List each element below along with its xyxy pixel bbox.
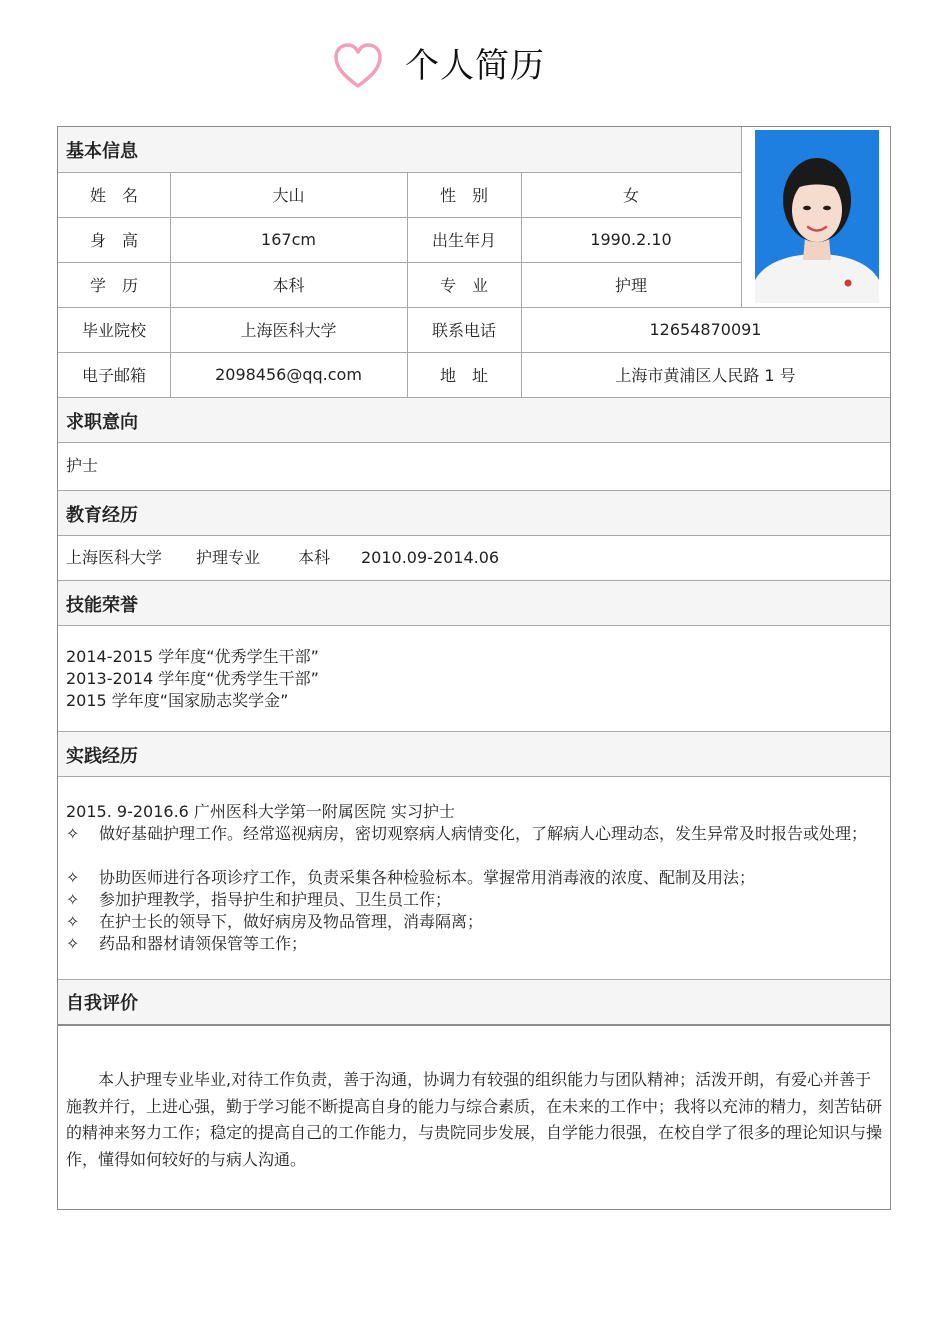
sparkle-icon: ✧ (66, 824, 80, 843)
value-birth: 1990.2.10 (590, 230, 672, 249)
value-gender: 女 (622, 186, 639, 205)
sparkle-icon: ✧ (66, 934, 80, 953)
value-major: 护理 (614, 276, 647, 295)
label-email: 电子邮箱 (81, 366, 146, 385)
practice-header: 2015. 9-2016.6 广州医科大学第一附属医院 实习护士 (66, 802, 456, 821)
skill-item: 2014-2015 学年度“优秀学生干部” (66, 647, 319, 666)
practice-item-text: 做好基础护理工作。经常巡视病房，密切观察病人病情变化，了解病人心理动态，发生异常及时报告或处理； (99, 824, 868, 843)
sparkle-icon: ✧ (66, 868, 80, 887)
value-height: 167cm (261, 230, 316, 249)
value-phone: 12654870091 (649, 320, 762, 339)
education-major: 护理专业 (196, 548, 261, 567)
value-address: 上海市黄浦区人民路 1 号 (615, 366, 796, 385)
practice-item-text: 在护士长的领导下，做好病房及物品管理，消毒隔离； (99, 912, 484, 931)
value-school: 上海医科大学 (240, 321, 337, 340)
section-skills: 技能荣誉 (58, 581, 890, 626)
sparkle-icon: ✧ (66, 890, 80, 909)
grid-line (58, 535, 890, 536)
label-gender: 性 别 (439, 186, 488, 205)
grid-line (58, 776, 890, 777)
label-major: 专 业 (439, 276, 488, 295)
education-period: 2010.09-2014.06 (361, 548, 500, 567)
value-education-level: 本科 (272, 276, 305, 295)
grid-line (58, 625, 890, 626)
skill-item: 2013-2014 学年度“优秀学生干部” (66, 669, 319, 688)
skill-item: 2015 学年度“国家励志奖学金” (66, 691, 289, 710)
practice-item-text: 药品和器材请领保管等工作； (99, 934, 308, 953)
label-school: 毕业院校 (81, 321, 146, 340)
label-address: 地 址 (439, 366, 488, 385)
practice-item (66, 867, 884, 889)
practice-item (66, 823, 884, 867)
label-height: 身 高 (89, 231, 138, 250)
section-practice: 实践经历 (58, 732, 890, 777)
label-education-level: 学 历 (89, 276, 138, 295)
page-title: 个人简历 (405, 46, 545, 86)
grid-line (58, 1024, 890, 1026)
section-self-eval: 自我评价 (58, 980, 890, 1024)
section-objective: 求职意向 (58, 398, 890, 443)
value-name: 大山 (272, 186, 305, 205)
page-header (0, 38, 950, 98)
label-birth: 出生年月 (431, 231, 496, 250)
resume-sheet (57, 126, 891, 1210)
grid-line (58, 442, 890, 443)
objective-text: 护士 (66, 456, 99, 475)
profile-photo (755, 130, 879, 303)
value-email: 2098456@qq.com (215, 365, 362, 384)
grid-line (741, 127, 742, 307)
label-name: 姓 名 (89, 186, 138, 205)
self-eval-text: 本人护理专业毕业,对待工作负责，善于沟通，协调力有较强的组织能力与团队精神；活泼开朗，有爱心并善于施教并行，上进心强，勤于学习能不断提高自身的能力与综合素质，在未来的工作中；我将以充沛的精力，刻苦钻研的精神来努力工作；稳定的提高自己的工作能力，与贵院同步发展，自学能力很强，在校自学了很多的理论知识与操作，懂得如何较好的与病人沟通。 (66, 1070, 883, 1169)
heart-icon (333, 42, 383, 90)
education-degree: 本科 (298, 548, 331, 567)
section-basic-info: 基本信息 (58, 127, 741, 172)
sparkle-icon: ✧ (66, 912, 80, 931)
education-school: 上海医科大学 (66, 548, 163, 567)
practice-item-text: 参加护理教学，指导护生和护理员、卫生员工作； (99, 890, 452, 909)
portrait-image (755, 130, 879, 303)
practice-item (66, 933, 884, 955)
practice-item (66, 889, 884, 911)
practice-item-text: 协助医师进行各项诊疗工作，负责采集各种检验标本。掌握常用消毒液的浓度、配制及用法； (99, 868, 756, 887)
section-education: 教育经历 (58, 491, 890, 536)
label-phone: 联系电话 (431, 321, 496, 340)
practice-item (66, 911, 884, 933)
